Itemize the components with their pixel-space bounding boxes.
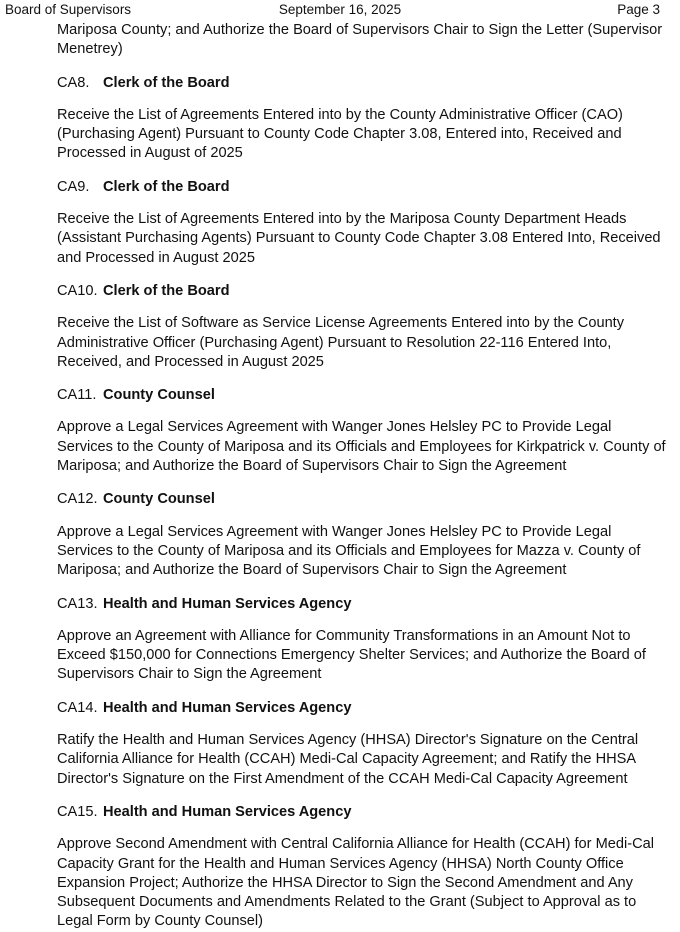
agenda-item-heading	[57, 803, 669, 822]
continuation-text: Mariposa County; and Authorize the Board of Supervisors Chair to Sign the Letter (Supervisor Menetrey)	[57, 22, 663, 58]
agenda-item-heading	[57, 386, 669, 405]
header-board-title: Board of Supervisors	[5, 2, 132, 17]
agenda-item-number: CA14.	[57, 699, 98, 716]
agenda-item-heading	[57, 74, 669, 93]
agenda-item-description: Approve an Agreement with Alliance for Community Transformations in an Amount Not to Exceed $150,000 for Connections Emergency Shelter Services; and Authorize the Board of Supervisors Chair to Sign the Agreement	[57, 627, 646, 683]
agenda-item-number: CA10.	[57, 282, 98, 299]
agenda-item-heading	[57, 282, 669, 301]
agenda-item-department: Health and Human Services Agency	[103, 803, 352, 820]
agenda-item-department: Health and Human Services Agency	[103, 595, 352, 612]
agenda-item-description: Ratify the Health and Human Services Agency (HHSA) Director's Signature on the Central California Alliance for Health (CCAH) Medi-Cal Capacity Agreement; and Ratify the HHSA Director's Signature on the First Amendment of the CCAH Medi-Cal Capacity Agreement	[57, 732, 639, 787]
agenda-item-ca14	[57, 699, 669, 789]
agenda-item-heading	[57, 178, 669, 197]
header-page-number: Page 3	[617, 2, 660, 17]
agenda-content	[57, 21, 669, 932]
agenda-item-department: Health and Human Services Agency	[103, 699, 352, 716]
agenda-item-ca8	[57, 74, 669, 164]
agenda-item-ca9	[57, 178, 669, 268]
agenda-item-heading	[57, 595, 669, 614]
agenda-item-number: CA15.	[57, 803, 98, 820]
agenda-item-department: County Counsel	[103, 387, 215, 404]
agenda-item-ca12	[57, 490, 669, 580]
agenda-item-ca10	[57, 282, 669, 372]
agenda-item-heading	[57, 490, 669, 509]
agenda-item-description: Receive the List of Agreements Entered into by the Mariposa County Department Heads (Assistant Purchasing Agents) Pursuant to County Code Chapter 3.08 Entered Into, Received and Processed in August 2025	[57, 211, 661, 266]
agenda-item-description: Approve a Legal Services Agreement with Wanger Jones Helsley PC to Provide Legal Services to the County of Mariposa and its Officials and Employees for Kirkpatrick v. County of Mariposa; and Authorize the Board of Supervisors Chair to Sign the Agreement	[57, 419, 666, 475]
page-header	[0, 0, 680, 18]
agenda-item-department: County Counsel	[103, 491, 215, 508]
header-date: September 16, 2025	[278, 2, 402, 17]
agenda-item-department: Clerk of the Board	[103, 282, 230, 299]
agenda-item-ca11	[57, 386, 669, 476]
agenda-item-number: CA13.	[57, 595, 98, 612]
agenda-item-description: Receive the List of Agreements Entered into by the County Administrative Officer (CAO) (Purchasing Agent) Pursuant to County Code Chapter 3.08, Entered into, Received and Processed in August of 2025	[57, 106, 623, 162]
agenda-item-heading	[57, 699, 669, 718]
agenda-item-number: CA11.	[57, 387, 97, 404]
agenda-item-number: CA8.	[57, 74, 90, 91]
agenda-item-number: CA12.	[57, 491, 98, 508]
agenda-item-department: Clerk of the Board	[103, 74, 230, 91]
agenda-item-number: CA9.	[57, 178, 90, 195]
agenda-item-ca15	[57, 803, 669, 932]
agenda-item-description: Approve a Legal Services Agreement with Wanger Jones Helsley PC to Provide Legal Services to the County of Mariposa and its Officials and Employees for Mazza v. County of Mariposa; and Authorize the Board of Supervisors Chair to Sign the Agreement	[57, 523, 641, 579]
agenda-item-description: Receive the List of Software as Service License Agreements Entered into by the County Administrative Officer (Purchasing Agent) Pursuant to Resolution 22-116 Entered Into, Received, and Processed in August 2025	[57, 315, 625, 370]
agenda-item-description: Approve Second Amendment with Central California Alliance for Health (CCAH) for Medi-Cal Capacity Grant for the Health and Human Services Agency (HHSA) North County Office Expansion Project; Authorize the HHSA Director to Sign the Second Amendment and Any Subsequent Documents and Amendments Related to the Grant (Subject to Approval as to Legal Form by County Counsel)	[57, 836, 654, 930]
agenda-item-ca13	[57, 595, 669, 685]
agenda-item-department: Clerk of the Board	[103, 178, 230, 195]
